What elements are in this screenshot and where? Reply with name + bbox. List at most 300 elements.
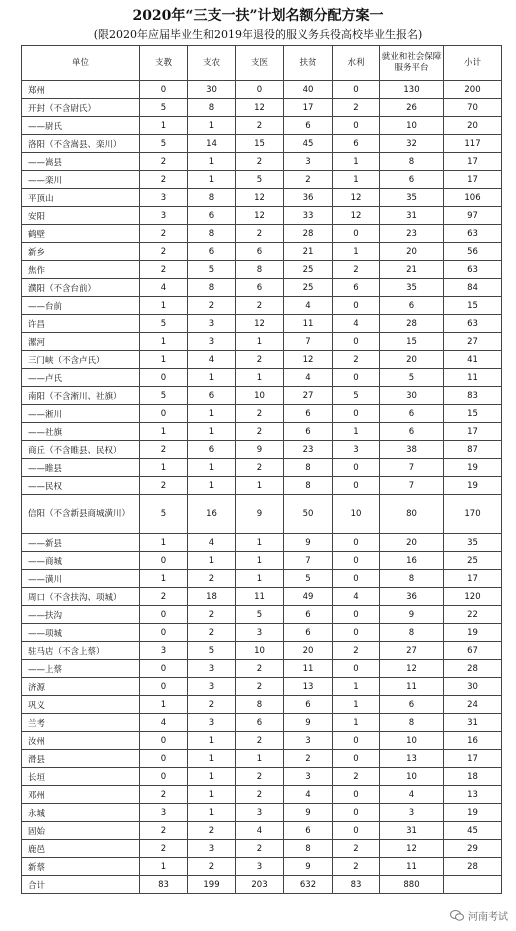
value-cell: 0 [333,570,380,588]
value-cell: 12 [333,189,380,207]
value-cell: 67 [444,642,502,660]
value-cell: 4 [380,786,444,804]
value-cell: 0 [333,369,380,387]
value-cell: 2 [333,768,380,786]
value-cell: 0 [333,660,380,678]
value-cell: 3 [140,804,188,822]
value-cell: 8 [188,225,236,243]
value-cell: 15 [380,333,444,351]
unit-cell: 安阳 [22,207,140,225]
table-row [22,279,502,297]
value-cell: 1 [140,570,188,588]
table-row [22,441,502,459]
value-cell: 0 [333,732,380,750]
value-cell: 0 [333,297,380,315]
value-cell: 5 [333,387,380,405]
unit-cell: 商丘（不含睢县、民权） [22,441,140,459]
table-row [22,351,502,369]
table-row [22,714,502,732]
value-cell: 41 [444,351,502,369]
value-cell: 1 [188,732,236,750]
value-cell: 1 [188,171,236,189]
unit-cell: 邓州 [22,786,140,804]
value-cell: 11 [284,315,333,333]
value-cell: 28 [284,225,333,243]
value-cell: 4 [140,714,188,732]
value-cell: 106 [444,189,502,207]
table-row [22,750,502,768]
unit-cell: ——台前 [22,297,140,315]
value-cell: 10 [380,732,444,750]
value-cell: 0 [333,786,380,804]
value-cell: 24 [444,696,502,714]
value-cell: 6 [236,243,284,261]
header-medical: 支医 [236,46,284,81]
value-cell: 3 [284,153,333,171]
value-cell: 31 [444,714,502,732]
value-cell: 1 [188,768,236,786]
value-cell: 1 [236,477,284,495]
wechat-icon [450,910,464,921]
value-cell: 6 [236,714,284,732]
value-cell: 2 [236,660,284,678]
table-row [22,207,502,225]
table-row [22,696,502,714]
value-cell: 5 [140,99,188,117]
value-cell: 1 [188,423,236,441]
value-cell: 3 [380,804,444,822]
unit-cell: 许昌 [22,315,140,333]
table-row [22,261,502,279]
value-cell: 6 [380,423,444,441]
header-water: 水利 [333,46,380,81]
value-cell: 63 [444,261,502,279]
table-row [22,117,502,135]
value-cell: 3 [140,642,188,660]
table-row [22,606,502,624]
unit-cell: ——商城 [22,552,140,570]
unit-cell: 漯河 [22,333,140,351]
value-cell: 1 [236,570,284,588]
value-cell: 23 [380,225,444,243]
table-row [22,243,502,261]
value-cell: 2 [333,99,380,117]
value-cell: 9 [284,804,333,822]
table-row [22,876,502,894]
unit-cell: 周口（不含扶沟、项城） [22,588,140,606]
value-cell: 3 [188,678,236,696]
value-cell: 83 [444,387,502,405]
table-row [22,840,502,858]
value-cell: 3 [236,624,284,642]
value-cell: 6 [236,279,284,297]
value-cell: 25 [444,552,502,570]
value-cell: 33 [284,207,333,225]
value-cell: 35 [380,279,444,297]
value-cell: 3 [236,804,284,822]
value-cell: 0 [333,624,380,642]
unit-cell: ——嵩县 [22,153,140,171]
table-row [22,570,502,588]
value-cell: 199 [188,876,236,894]
unit-cell: 永城 [22,804,140,822]
unit-cell: 信阳（不含新县商城潢川） [22,495,140,534]
value-cell: 0 [140,750,188,768]
value-cell: 8 [284,840,333,858]
value-cell: 1 [140,459,188,477]
value-cell: 6 [333,279,380,297]
value-cell: 2 [140,153,188,171]
value-cell: 5 [140,135,188,153]
value-cell: 1 [188,750,236,768]
value-cell: 200 [444,81,502,99]
value-cell: 130 [380,81,444,99]
value-cell: 8 [380,714,444,732]
value-cell: 6 [284,405,333,423]
unit-cell: ——尉氏 [22,117,140,135]
value-cell: 1 [236,534,284,552]
value-cell: 4 [140,279,188,297]
table-row [22,405,502,423]
value-cell: 6 [284,423,333,441]
value-cell: 0 [140,624,188,642]
value-cell: 5 [140,387,188,405]
value-cell: 0 [333,405,380,423]
value-cell: 17 [284,99,333,117]
table-row [22,624,502,642]
unit-cell: 平顶山 [22,189,140,207]
page-title: 2020年“三支一扶”计划名额分配方案一 [132,8,384,24]
table-row [22,297,502,315]
value-cell: 63 [444,315,502,333]
value-cell: 18 [444,768,502,786]
value-cell: 4 [284,786,333,804]
value-cell: 2 [236,786,284,804]
value-cell: 12 [236,207,284,225]
value-cell: 5 [188,642,236,660]
value-cell: 31 [380,822,444,840]
unit-cell: ——卢氏 [22,369,140,387]
value-cell: 17 [444,423,502,441]
value-cell: 19 [444,804,502,822]
value-cell: 15 [236,135,284,153]
value-cell: 27 [284,387,333,405]
value-cell: 6 [188,207,236,225]
value-cell: 70 [444,99,502,117]
value-cell: 32 [380,135,444,153]
value-cell: 1 [188,405,236,423]
value-cell: 84 [444,279,502,297]
value-cell: 8 [236,696,284,714]
value-cell: 1 [236,369,284,387]
value-cell: 1 [140,117,188,135]
value-cell: 9 [284,858,333,876]
header-teaching: 支教 [140,46,188,81]
value-cell: 1 [188,804,236,822]
unit-cell: 焦作 [22,261,140,279]
table-row [22,225,502,243]
value-cell: 6 [284,624,333,642]
value-cell: 0 [333,459,380,477]
value-cell: 1 [333,153,380,171]
value-cell: 0 [140,405,188,423]
value-cell: 36 [380,588,444,606]
value-cell: 63 [444,225,502,243]
table-row [22,642,502,660]
unit-cell: 鹤壁 [22,225,140,243]
value-cell: 16 [444,732,502,750]
value-cell: 8 [380,624,444,642]
value-cell: 11 [284,660,333,678]
value-cell: 35 [444,534,502,552]
unit-cell: 驻马店（不含上蔡） [22,642,140,660]
value-cell: 0 [140,552,188,570]
watermark-text: 河南考试 [468,912,508,923]
value-cell: 8 [380,153,444,171]
value-cell: 2 [236,351,284,369]
table-row [22,189,502,207]
value-cell: 6 [333,135,380,153]
table-row [22,678,502,696]
value-cell: 1 [140,351,188,369]
value-cell: 4 [236,822,284,840]
table-row [22,81,502,99]
table-row [22,171,502,189]
value-cell: 56 [444,243,502,261]
value-cell: 8 [188,99,236,117]
unit-cell: 新蔡 [22,858,140,876]
value-cell: 7 [284,552,333,570]
value-cell: 3 [284,768,333,786]
unit-cell: 固始 [22,822,140,840]
table-row [22,822,502,840]
header-poverty: 扶贫 [284,46,333,81]
value-cell: 3 [284,732,333,750]
value-cell: 8 [284,477,333,495]
value-cell: 0 [140,732,188,750]
value-cell: 3 [188,333,236,351]
table-row [22,768,502,786]
value-cell: 203 [236,876,284,894]
value-cell: 2 [333,351,380,369]
value-cell: 3 [188,840,236,858]
value-cell: 1 [333,171,380,189]
table-row [22,333,502,351]
value-cell: 11 [380,678,444,696]
value-cell: 1 [140,858,188,876]
unit-cell: 济源 [22,678,140,696]
value-cell: 2 [140,822,188,840]
value-cell: 36 [284,189,333,207]
value-cell: 2 [333,840,380,858]
table-row [22,804,502,822]
value-cell: 4 [284,297,333,315]
value-cell: 1 [140,297,188,315]
value-cell: 3 [188,714,236,732]
value-cell: 4 [188,351,236,369]
value-cell: 97 [444,207,502,225]
value-cell: 2 [188,822,236,840]
header-agriculture: 支农 [188,46,236,81]
value-cell: 6 [380,171,444,189]
value-cell: 6 [284,696,333,714]
value-cell: 30 [380,387,444,405]
value-cell: 8 [188,279,236,297]
value-cell: 20 [284,642,333,660]
value-cell: 2 [140,225,188,243]
unit-cell: ——扶沟 [22,606,140,624]
value-cell: 9 [236,495,284,534]
value-cell: 6 [380,696,444,714]
value-cell: 2 [236,297,284,315]
value-cell: 87 [444,441,502,459]
value-cell: 5 [284,570,333,588]
header-subtotal: 小计 [444,46,502,81]
value-cell: 1 [188,552,236,570]
value-cell: 2 [236,840,284,858]
value-cell: 28 [444,660,502,678]
value-cell: 45 [444,822,502,840]
table-row [22,387,502,405]
value-cell: 3 [236,858,284,876]
value-cell: 0 [333,606,380,624]
value-cell: 15 [444,297,502,315]
value-cell: 1 [188,117,236,135]
value-cell: 0 [333,750,380,768]
value-cell: 2 [140,441,188,459]
table-row [22,588,502,606]
value-cell: 2 [333,858,380,876]
header-employment-platform: 就业和社会保障服务平台 [380,46,444,81]
value-cell: 6 [188,387,236,405]
table-row [22,732,502,750]
value-cell: 0 [140,606,188,624]
value-cell: 2 [188,624,236,642]
unit-cell: 三门峡（不含卢氏） [22,351,140,369]
value-cell [444,876,502,894]
value-cell: 5 [140,315,188,333]
value-cell: 2 [140,477,188,495]
header-unit: 单位 [22,46,140,81]
value-cell: 20 [380,534,444,552]
value-cell: 9 [380,606,444,624]
value-cell: 0 [140,660,188,678]
value-cell: 14 [188,135,236,153]
value-cell: 12 [333,207,380,225]
value-cell: 2 [140,171,188,189]
value-cell: 10 [236,642,284,660]
unit-cell: 濮阳（不含台前） [22,279,140,297]
value-cell: 13 [444,786,502,804]
value-cell: 29 [444,840,502,858]
value-cell: 2 [140,243,188,261]
value-cell: 4 [284,369,333,387]
value-cell: 10 [333,495,380,534]
value-cell: 1 [188,369,236,387]
unit-cell: 新乡 [22,243,140,261]
value-cell: 1 [188,477,236,495]
value-cell: 17 [444,153,502,171]
value-cell: 11 [236,588,284,606]
value-cell: 83 [333,876,380,894]
table-header-row [22,46,502,81]
value-cell: 2 [188,297,236,315]
table-row [22,477,502,495]
value-cell: 15 [444,405,502,423]
value-cell: 632 [284,876,333,894]
unit-cell: 开封（不含尉氏） [22,99,140,117]
value-cell: 23 [284,441,333,459]
table-row [22,459,502,477]
value-cell: 6 [188,243,236,261]
value-cell: 5 [188,261,236,279]
table-row [22,369,502,387]
table-row [22,423,502,441]
value-cell: 2 [236,732,284,750]
table-row [22,552,502,570]
value-cell: 7 [380,477,444,495]
unit-cell: ——社旗 [22,423,140,441]
value-cell: 19 [444,624,502,642]
value-cell: 5 [236,606,284,624]
value-cell: 12 [284,351,333,369]
value-cell: 0 [333,552,380,570]
value-cell: 0 [333,117,380,135]
value-cell: 2 [284,171,333,189]
value-cell: 6 [380,297,444,315]
value-cell: 2 [140,786,188,804]
value-cell: 12 [236,189,284,207]
value-cell: 5 [380,369,444,387]
table-row [22,660,502,678]
value-cell: 20 [380,243,444,261]
value-cell: 17 [444,171,502,189]
value-cell: 13 [284,678,333,696]
value-cell: 170 [444,495,502,534]
value-cell: 2 [188,606,236,624]
value-cell: 19 [444,459,502,477]
value-cell: 3 [140,189,188,207]
value-cell: 1 [188,786,236,804]
unit-cell: ——上蔡 [22,660,140,678]
value-cell: 3 [188,315,236,333]
value-cell: 2 [236,153,284,171]
value-cell: 2 [236,678,284,696]
value-cell: 6 [284,117,333,135]
value-cell: 6 [284,822,333,840]
value-cell: 0 [333,804,380,822]
value-cell: 8 [284,459,333,477]
value-cell: 12 [236,99,284,117]
unit-cell: 鹿邑 [22,840,140,858]
unit-cell: ——栾川 [22,171,140,189]
value-cell: 8 [188,189,236,207]
value-cell: 5 [236,171,284,189]
value-cell: 1 [236,552,284,570]
value-cell: 8 [236,261,284,279]
unit-cell: 滑县 [22,750,140,768]
value-cell: 8 [380,570,444,588]
value-cell: 0 [140,768,188,786]
value-cell: 2 [333,642,380,660]
value-cell: 0 [333,225,380,243]
value-cell: 30 [188,81,236,99]
value-cell: 0 [333,333,380,351]
table-row [22,858,502,876]
value-cell: 1 [236,333,284,351]
unit-cell: ——睢县 [22,459,140,477]
value-cell: 30 [444,678,502,696]
